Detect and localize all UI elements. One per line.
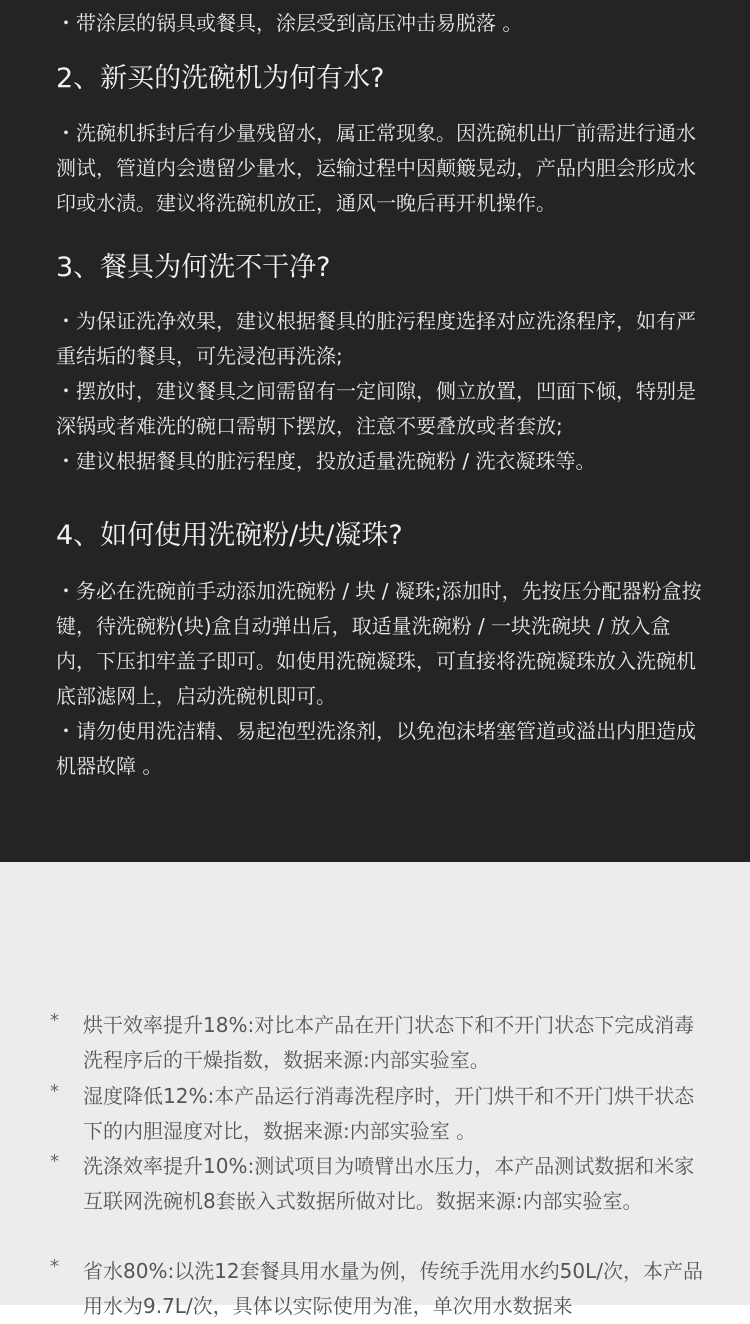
asterisk-icon: * xyxy=(50,1151,59,1172)
section1-line: ・带涂层的锅具或餐具，涂层受到高压冲击易脱落 。 xyxy=(56,11,523,35)
section3-paragraph-2: ・摆放时，建议餐具之间需留有一定间隙，侧立放置，凹面下倾，特别是深锅或者难洗的碗口需朝下摆放，注意不要叠放或者套放; xyxy=(56,379,696,438)
note-text: 洗涤效率提升10%:测试项目为喷臂出水压力，本产品测试数据和米家互联网洗碗机8套嵌入式数据所做对比。数据来源:内部实验室。 xyxy=(83,1154,695,1213)
note-text: 烘干效率提升18%:对比本产品在开门状态下和不开门状态下完成消毒洗程序后的干燥指数，数据来源:内部实验室。 xyxy=(83,1013,695,1072)
note-text: 湿度降低12%:本产品运行消毒洗程序时，开门烘干和不开门烘干状态下的内胆湿度对比，数据来源:内部实验室 。 xyxy=(83,1084,695,1143)
notes-light-section xyxy=(0,862,750,1318)
section3-paragraph-3: ・建议根据餐具的脏污程度，投放适量洗碗粉 / 洗衣凝珠等。 xyxy=(56,449,596,473)
section3-paragraph-1: ・为保证洗净效果，建议根据餐具的脏污程度选择对应洗涤程序，如有严重结垢的餐具，可先浸泡再洗涤; xyxy=(56,309,696,368)
section4-paragraph-1: ・务必在洗碗前手动添加洗碗粉 / 块 / 凝珠;添加时，先按压分配器粉盒按键，待洗碗粉(块)盒自动弹出后，取适量洗碗粉 / 一块洗碗块 / 放入盒内，下压扣牢盖子即可。如使用洗碗凝珠，可直接将洗碗凝珠放入洗碗机底部滤网上，启动洗碗机即可。 xyxy=(56,579,702,708)
asterisk-icon: * xyxy=(50,1081,59,1102)
section4-paragraph-2: ・请勿使用洗洁精、易起泡型洗涤剂，以免泡沫堵塞管道或溢出内胆造成机器故障 。 xyxy=(56,719,696,778)
section4-title: 4、如何使用洗碗粉/块/凝珠? xyxy=(56,520,403,551)
section3-title: 3、餐具为何洗不干净? xyxy=(56,252,331,283)
section2-paragraph: ・洗碗机拆封后有少量残留水，属正常现象。因洗碗机出厂前需进行通水测试，管道内会遗留少量水，运输过程中因颠簸晃动，产品内胆会形成水印或水渍。建议将洗碗机放正，通风一晚后再开机操作。 xyxy=(56,121,696,215)
note-text: 省水80%:以洗12套餐具用水量为例，传统手洗用水约50L/次，本产品用水为9.7L/次，具体以实际使用为准，单次用水数据来 xyxy=(83,1259,703,1318)
section2-title: 2、新买的洗碗机为何有水? xyxy=(56,63,385,94)
asterisk-icon: * xyxy=(50,1256,59,1277)
asterisk-icon: * xyxy=(50,1010,59,1031)
